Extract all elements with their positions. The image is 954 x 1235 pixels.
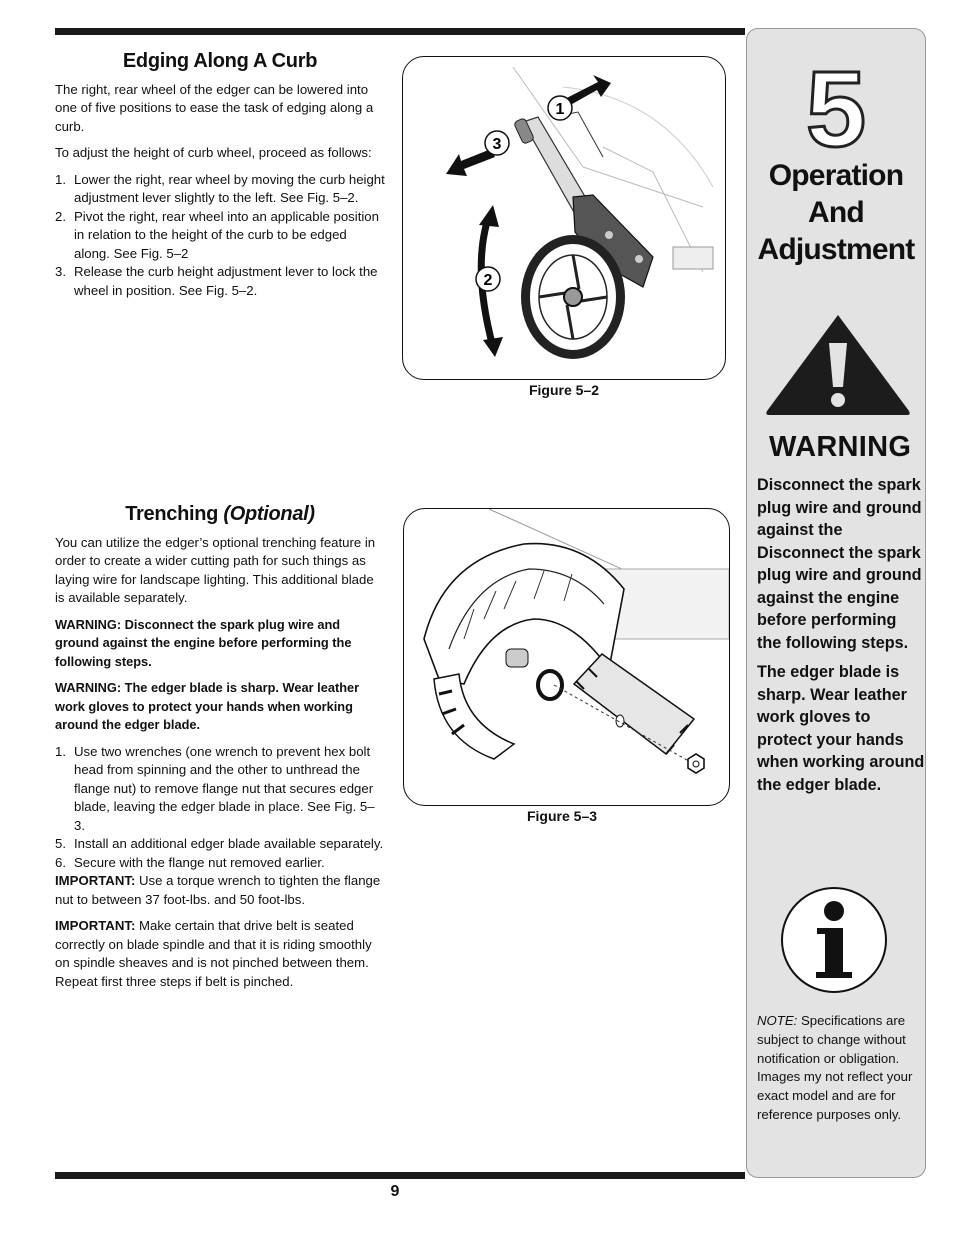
note-text: NOTE: Specifications are subject to change without notification or obligation. Images my not reflect your exact model and are for reference purposes only. — [757, 1013, 913, 1122]
list-item: 2. Pivot the right, rear wheel into an applicable position in relation to the height of the curb to be edged along. See Fig. 5–2 — [55, 208, 379, 261]
trenching-warning-2: WARNING: The edger blade is sharp. Wear leather work gloves to protect your hands when working around the edger blade. — [55, 680, 360, 732]
trenching-warning-1: WARNING: Disconnect the spark plug wire and ground against the engine before performing the following steps. — [55, 616, 352, 669]
svg-text:1: 1 — [555, 101, 565, 118]
curb-wheel-illustration — [403, 57, 725, 379]
trenching-heading: Trenching (Optional) — [125, 503, 315, 525]
chapter-number: 5 — [805, 48, 867, 169]
warning-triangle-icon — [763, 311, 913, 419]
list-item: 1. Use two wrenches (one wrench to prevent hex bolt head from spinning and the other to unthread the flange nut) to remove flange nut that secures edger blade, leaving the edger blade in place. See Fig. 5–3. — [55, 743, 375, 833]
svg-text:3: 3 — [492, 136, 502, 153]
figure-5-2 — [402, 56, 726, 380]
page-number: 9 — [390, 1183, 400, 1200]
edging-heading: Edging Along A Curb — [122, 50, 318, 72]
figure-5-3-caption: Figure 5–3 — [526, 808, 598, 824]
chapter-title: Operation And Adjustment — [757, 159, 915, 266]
trenching-blade-illustration — [404, 509, 729, 805]
bottom-rule — [55, 1172, 745, 1179]
important-note-2: IMPORTANT: Make certain that drive belt is seated correctly on blade spindle and that it is riding smoothly on spindle sheaves and is not pinched between them. Repeat first three steps if belt is pinched. — [55, 918, 372, 989]
figure-5-2-caption: Figure 5–2 — [528, 382, 600, 398]
warning-text: Disconnect the spark plug wire and ground against the Disconnect the spark plug wire and ground against the engine before performing the following steps. The edger blade is sharp. Wear leather work gloves to protect your hands when working around the edger blade. — [757, 476, 925, 794]
warning-heading: WARNING — [769, 431, 912, 463]
trenching-steps — [55, 743, 385, 873]
list-item: 6. Secure with the flange nut removed earlier. — [55, 854, 325, 870]
important-note-1: IMPORTANT: Use a torque wrench to tighten the flange nut to between 37 foot-lbs. and 50 foot-lbs. — [55, 873, 381, 907]
svg-text:2: 2 — [483, 272, 493, 289]
edging-section — [55, 52, 385, 300]
top-rule — [55, 28, 745, 35]
chapter-sidebar — [746, 28, 926, 1178]
edging-intro: The right, rear wheel of the edger can be lowered into one of five positions to ease the task of edging along a curb. — [55, 81, 374, 134]
trenching-section — [55, 505, 385, 999]
info-icon — [779, 884, 889, 996]
list-item: 5. Install an additional edger blade available separately. — [55, 836, 384, 851]
edging-lead: To adjust the height of curb wheel, proceed as follows: — [55, 145, 372, 160]
figure-5-3 — [403, 508, 730, 806]
list-item: 1. Lower the right, rear wheel by moving the curb height adjustment lever slightly to the left. See Fig. 5–2. — [55, 171, 385, 205]
list-item: 3. Release the curb height adjustment lever to lock the wheel in position. See Fig. 5–2. — [55, 264, 378, 298]
edging-steps — [55, 171, 385, 301]
trenching-intro: You can utilize the edger’s optional trenching feature in order to create a wider cutting path for such things as laying wire for landscape lighting. This additional blade is available separately. — [55, 534, 376, 605]
